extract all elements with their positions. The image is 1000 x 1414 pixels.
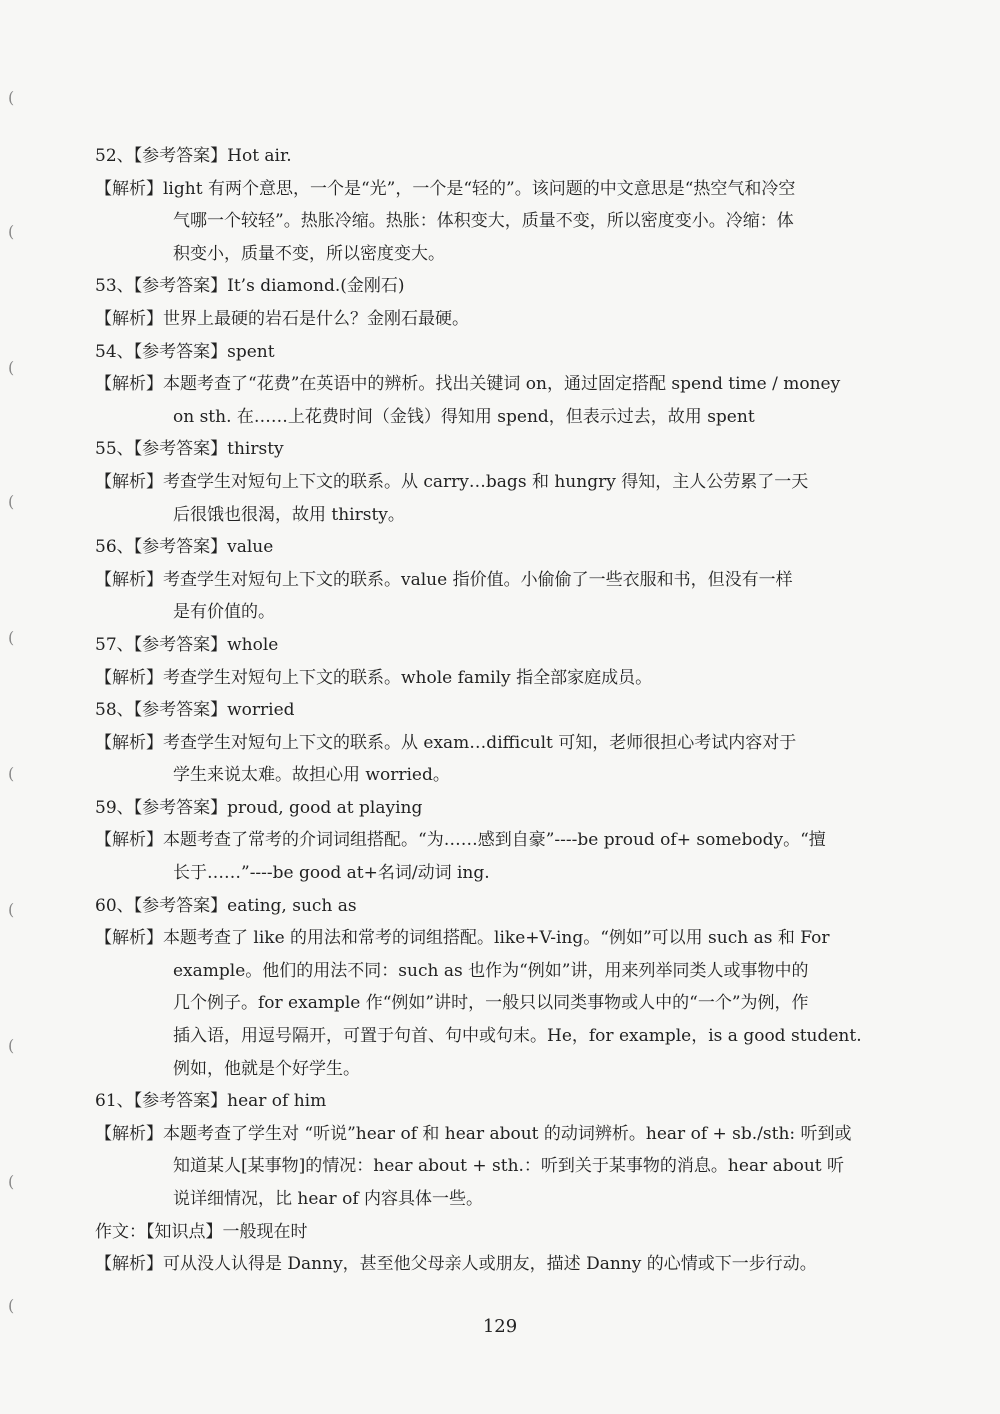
answer-item-61 [95, 1085, 895, 1215]
binding-hole-mark: ( [8, 1296, 15, 1315]
binding-hole-mark: ( [8, 1172, 15, 1191]
answer-line: 54、【参考答案】spent [95, 341, 275, 362]
answer-item-52 [95, 140, 895, 270]
explanation-line: 几个例子。for example 作“例如”讲时，一般只以同类事物或人中的“一个”为例，作 [173, 993, 809, 1014]
answer-item-55 [95, 433, 895, 531]
answer-item-58 [95, 694, 895, 792]
answer-line: 61、【参考答案】hear of him [95, 1091, 327, 1112]
binding-hole-mark: ( [8, 764, 15, 783]
binding-hole-mark: ( [8, 88, 15, 107]
explanation-line: 【解析】考查学生对短句上下文的联系。从 exam…difficult 可知，老师很担心考试内容对于 [95, 732, 797, 753]
answer-item-53 [95, 270, 895, 335]
answer-item-59 [95, 792, 895, 890]
explanation-line: 积变小，质量不变，所以密度变大。 [173, 243, 445, 264]
explanation-line: 【解析】本题考查了学生对 “听说”hear of 和 hear about 的动词辨析。hear of + sb./sth: 听到或 [95, 1123, 852, 1144]
answer-line: 58、【参考答案】worried [95, 700, 295, 721]
answer-item-57 [95, 629, 895, 694]
answer-line: 59、【参考答案】proud, good at playing [95, 797, 423, 818]
binding-hole-mark: ( [8, 358, 15, 377]
binding-hole-mark: ( [8, 222, 15, 241]
explanation-line: 例如，他就是个好学生。 [173, 1058, 360, 1079]
explanation-line: 长于……”----be good at+名词/动词 ing. [173, 863, 490, 884]
answer-key-content [95, 140, 895, 1281]
explanation-line: example。他们的用法不同：such as 也作为“例如”讲，用来列举同类人或事物中的 [173, 960, 809, 981]
explanation-line: 学生来说太难。故担心用 worried。 [173, 765, 450, 786]
explanation-line: 【解析】世界上最硬的岩石是什么？金刚石最硬。 [95, 308, 469, 329]
answer-line: 56、【参考答案】value [95, 537, 274, 558]
explanation-line: 是有价值的。 [173, 602, 275, 623]
explanation-line: 插入语，用逗号隔开，可置于句首、句中或句末。He，for example，is a good student. [173, 1026, 862, 1047]
answer-line: 55、【参考答案】thirsty [95, 439, 284, 460]
explanation-line: 【解析】可从没人认得是 Danny，甚至他父母亲人或朋友，描述 Danny 的心情或下一步行动。 [95, 1254, 817, 1275]
explanation-line: 【解析】本题考查了常考的介词词组搭配。“为……感到自豪”----be proud of+ somebody。“擅 [95, 830, 826, 851]
explanation-line: 【解析】light 有两个意思，一个是“光”，一个是“轻的”。该问题的中文意思是“热空气和冷空 [95, 178, 796, 199]
binding-margin [8, 0, 28, 1414]
explanation-line: 后很饿也很渴，故用 thirsty。 [173, 504, 405, 525]
explanation-line: 【解析】本题考查了“花费”在英语中的辨析。找出关键词 on，通过固定搭配 spend time / money [95, 374, 841, 395]
binding-hole-mark: ( [8, 628, 15, 647]
answer-item-60 [95, 890, 895, 1086]
explanation-line: 气哪一个较轻”。热胀冷缩。热胀：体积变大，质量不变，所以密度变小。冷缩：体 [173, 211, 794, 232]
explanation-line: 【解析】考查学生对短句上下文的联系。从 carry…bags 和 hungry 得知，主人公劳累了一天 [95, 471, 809, 492]
explanation-line: 知道某人[某事物]的情况：hear about + sth.：听到关于某事物的消息。hear about 听 [173, 1156, 845, 1177]
page-number: 129 [482, 1316, 518, 1337]
answer-line: 作文：【知识点】一般现在时 [95, 1221, 308, 1242]
explanation-line: on sth. 在……上花费时间（金钱）得知用 spend，但表示过去，故用 spent [173, 406, 755, 427]
answer-line: 57、【参考答案】whole [95, 634, 279, 655]
explanation-line: 【解析】本题考查了 like 的用法和常考的词组搭配。like+V-ing。“例如”可以用 such as 和 For [95, 928, 830, 949]
binding-hole-mark: ( [8, 900, 15, 919]
answer-line: 52、【参考答案】Hot air. [95, 146, 292, 166]
binding-hole-mark: ( [8, 492, 15, 511]
explanation-line: 【解析】考查学生对短句上下文的联系。value 指价值。小偷偷了一些衣服和书，但没有一样 [95, 569, 793, 590]
answer-line: 53、【参考答案】It’s diamond.(金刚石) [95, 276, 405, 297]
explanation-line: 【解析】考查学生对短句上下文的联系。whole family 指全部家庭成员。 [95, 667, 653, 688]
answer-item-composition [95, 1216, 895, 1281]
answer-item-56 [95, 531, 895, 629]
answer-line: 60、【参考答案】eating, such as [95, 895, 357, 916]
answer-item-54 [95, 336, 895, 434]
explanation-line: 说详细情况，比 hear of 内容具体一些。 [173, 1189, 484, 1209]
binding-hole-mark: ( [8, 1036, 15, 1055]
